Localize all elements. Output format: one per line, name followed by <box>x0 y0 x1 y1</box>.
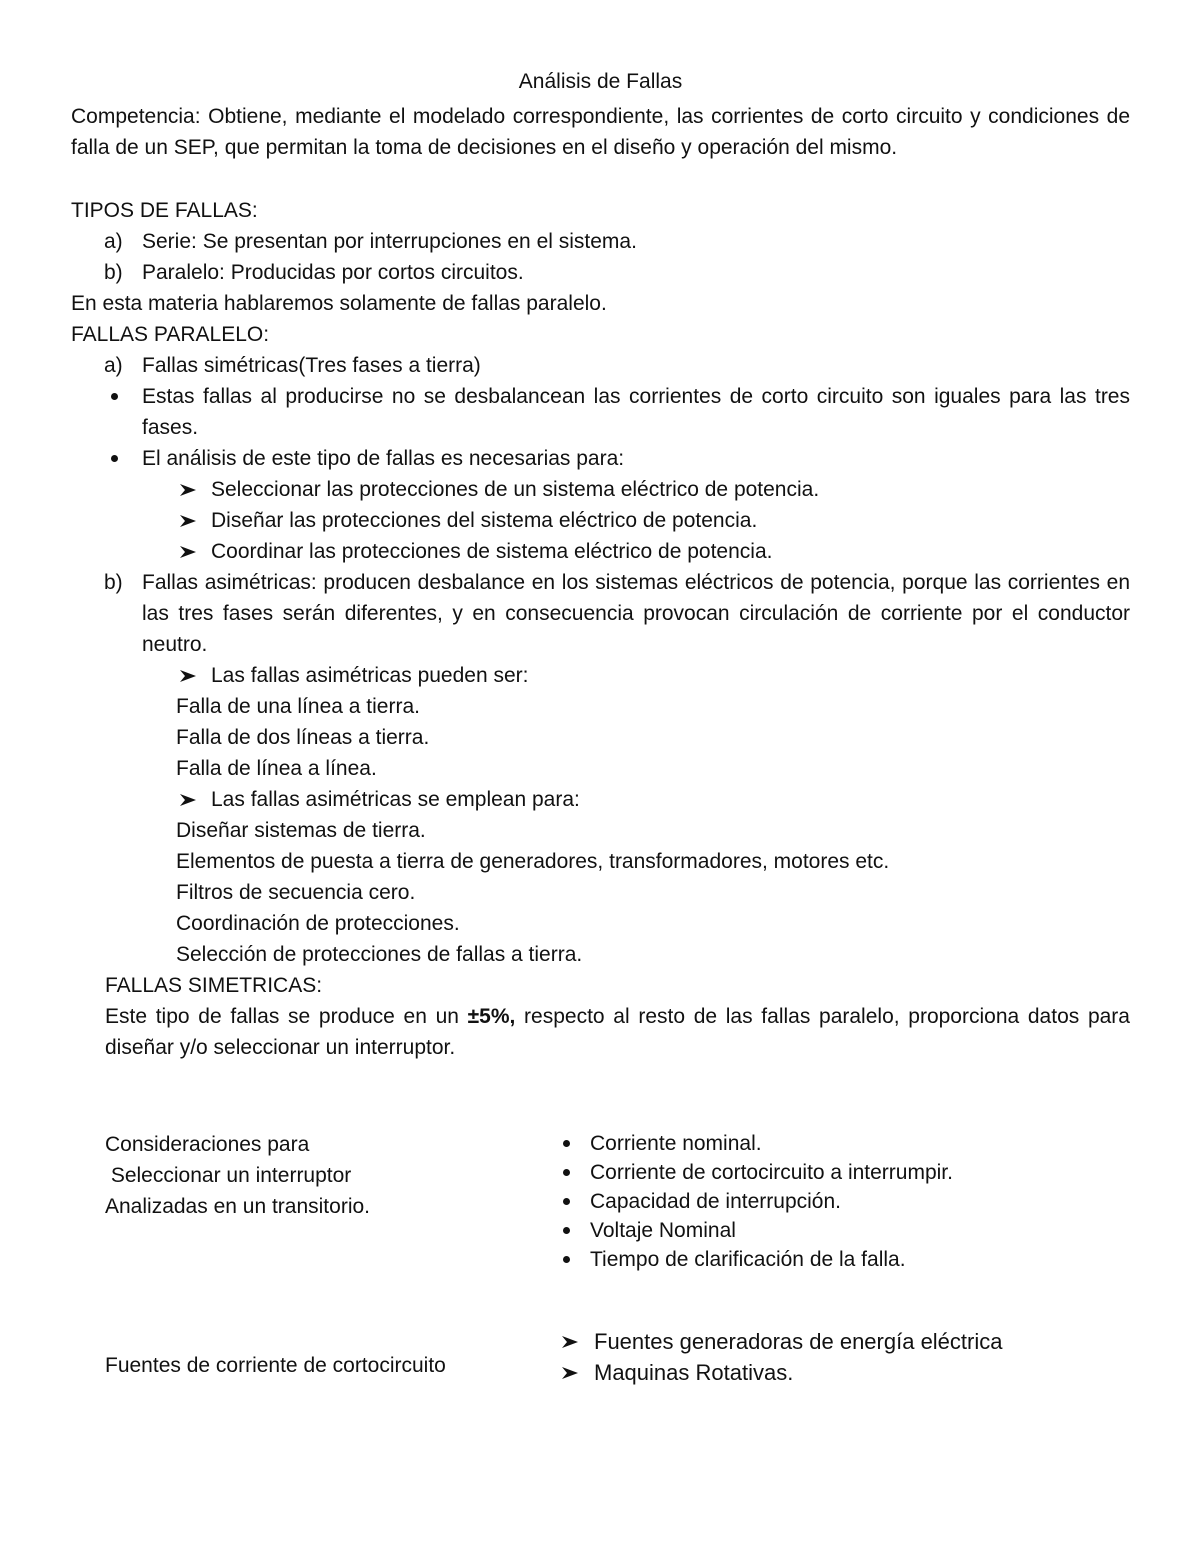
paralelo-heading: FALLAS PARALELO: <box>71 323 270 346</box>
asim-uso-line: Diseñar sistemas de tierra. <box>176 819 426 842</box>
simetricas-text-post: respecto al resto de las fallas paralelo, proporciona datos para diseñar y/o seleccionar un interruptor. <box>105 1005 1130 1059</box>
arrow-item-text: Fuentes generadoras de energía eléctrica <box>594 1329 1003 1354</box>
arrow-bullet-icon <box>179 514 197 528</box>
arrow-item <box>71 505 1130 536</box>
bullet-text: Estas fallas al producirse no se desbalancean las corrientes de corto circuito son iguales para las tres fases. <box>142 385 1130 439</box>
bullet-item <box>71 381 1130 443</box>
asim-uso-line: Filtros de secuencia cero. <box>176 881 416 904</box>
bullet-text: El análisis de este tipo de fallas es necesarias para: <box>142 447 625 470</box>
competencia-paragraph: Competencia: Obtiene, mediante el modelado correspondiente, las corrientes de corto circuito y condiciones de falla de un SEP, que permitan la toma de decisiones en el diseño y operación del mismo. <box>71 105 1130 159</box>
materia-text: En esta materia hablaremos solamente de fallas paralelo. <box>71 292 607 315</box>
list-item-text: Paralelo: Producidas por cortos circuitos. <box>142 261 524 284</box>
asim-uso-line: Selección de protecciones de fallas a tierra. <box>176 943 583 966</box>
asim-tipo-line: Falla de dos líneas a tierra. <box>176 726 430 749</box>
list-item-text: Fallas simétricas(Tres fases a tierra) <box>142 354 481 377</box>
list-marker: a) <box>104 354 123 377</box>
list-marker: b) <box>104 571 123 594</box>
consideraciones-list <box>590 1129 1150 1274</box>
asim-tipo-line: Falla de línea a línea. <box>176 757 377 780</box>
bullet-item <box>71 443 1130 474</box>
bullet-item <box>590 1158 1150 1187</box>
arrow-item-text: Maquinas Rotativas. <box>594 1360 794 1385</box>
asim-tipo-line: Falla de una línea a tierra. <box>176 695 420 718</box>
tipos-heading: TIPOS DE FALLAS: <box>71 199 258 222</box>
bullet-dot-icon <box>111 393 118 400</box>
arrow-bullet-icon <box>561 1335 579 1349</box>
arrow-item <box>594 1326 1154 1357</box>
bullet-dot-icon <box>563 1140 570 1147</box>
arrow-item <box>594 1357 1154 1388</box>
arrow-item-text: Las fallas asimétricas pueden ser: <box>211 664 529 687</box>
list-item-simetricas <box>71 350 1130 381</box>
arrow-item <box>71 474 1130 505</box>
bullet-dot-icon <box>563 1169 570 1176</box>
bullet-dot-icon <box>111 455 118 462</box>
bullet-text: Capacidad de interrupción. <box>590 1190 841 1213</box>
list-item-serie <box>71 226 1130 257</box>
bullet-text: Corriente de cortocircuito a interrumpir. <box>590 1161 953 1184</box>
list-item-text: Fallas asimétricas: producen desbalance en los sistemas eléctricos de potencia, porque las corrientes en las tres fases serán diferentes, y en consecuencia provocan circulación de corriente por el conductor neutro. <box>142 571 1130 656</box>
bullet-dot-icon <box>563 1227 570 1234</box>
arrow-item <box>71 536 1130 567</box>
bullet-dot-icon <box>563 1198 570 1205</box>
tipos-block <box>71 195 1130 1063</box>
list-item-asimetricas <box>71 567 1130 660</box>
consideraciones-line: Seleccionar un interruptor <box>105 1164 352 1187</box>
bullet-text: Voltaje Nominal <box>590 1219 736 1242</box>
consideraciones-line: Consideraciones para <box>105 1133 310 1156</box>
arrow-item <box>71 660 1130 691</box>
simetricas-text-pre: Este tipo de fallas se produce en un <box>105 1005 468 1028</box>
arrow-item-text: Seleccionar las protecciones de un sistema eléctrico de potencia. <box>211 478 820 501</box>
simetricas-percent: ±5%, <box>467 1005 516 1028</box>
bullet-text: Tiempo de clarificación de la falla. <box>590 1248 906 1271</box>
arrow-item-text: Las fallas asimétricas se emplean para: <box>211 788 580 811</box>
fuentes-list <box>594 1326 1154 1388</box>
arrow-bullet-icon <box>561 1366 579 1380</box>
fuentes-label: Fuentes de corriente de cortocircuito <box>105 1354 446 1377</box>
bullet-dot-icon <box>563 1256 570 1263</box>
simetricas-heading: FALLAS SIMETRICAS: <box>105 974 323 997</box>
title-block <box>71 66 1130 97</box>
bullet-item <box>590 1245 1150 1274</box>
arrow-item-text: Diseñar las protecciones del sistema eléctrico de potencia. <box>211 509 758 532</box>
list-marker: a) <box>104 230 123 253</box>
list-item-text: Serie: Se presentan por interrupciones en el sistema. <box>142 230 637 253</box>
bullet-item <box>590 1187 1150 1216</box>
arrow-bullet-icon <box>179 669 197 683</box>
arrow-bullet-icon <box>179 793 197 807</box>
arrow-item-text: Coordinar las protecciones de sistema eléctrico de potencia. <box>211 540 773 563</box>
competencia-block <box>71 101 1130 163</box>
bullet-item <box>590 1129 1150 1158</box>
bullet-text: Corriente nominal. <box>590 1132 762 1155</box>
arrow-item <box>71 784 1130 815</box>
document-title: Análisis de Fallas <box>518 70 683 93</box>
consideraciones-line: Analizadas en un transitorio. <box>105 1195 370 1218</box>
asim-uso-line: Elementos de puesta a tierra de generadores, transformadores, motores etc. <box>176 850 890 873</box>
asim-uso-line: Coordinación de protecciones. <box>176 912 460 935</box>
arrow-bullet-icon <box>179 545 197 559</box>
arrow-bullet-icon <box>179 483 197 497</box>
list-marker: b) <box>104 261 123 284</box>
list-item-paralelo <box>71 257 1130 288</box>
simetricas-paragraph <box>71 1001 1130 1063</box>
bullet-item <box>590 1216 1150 1245</box>
consideraciones-label <box>105 1129 525 1222</box>
